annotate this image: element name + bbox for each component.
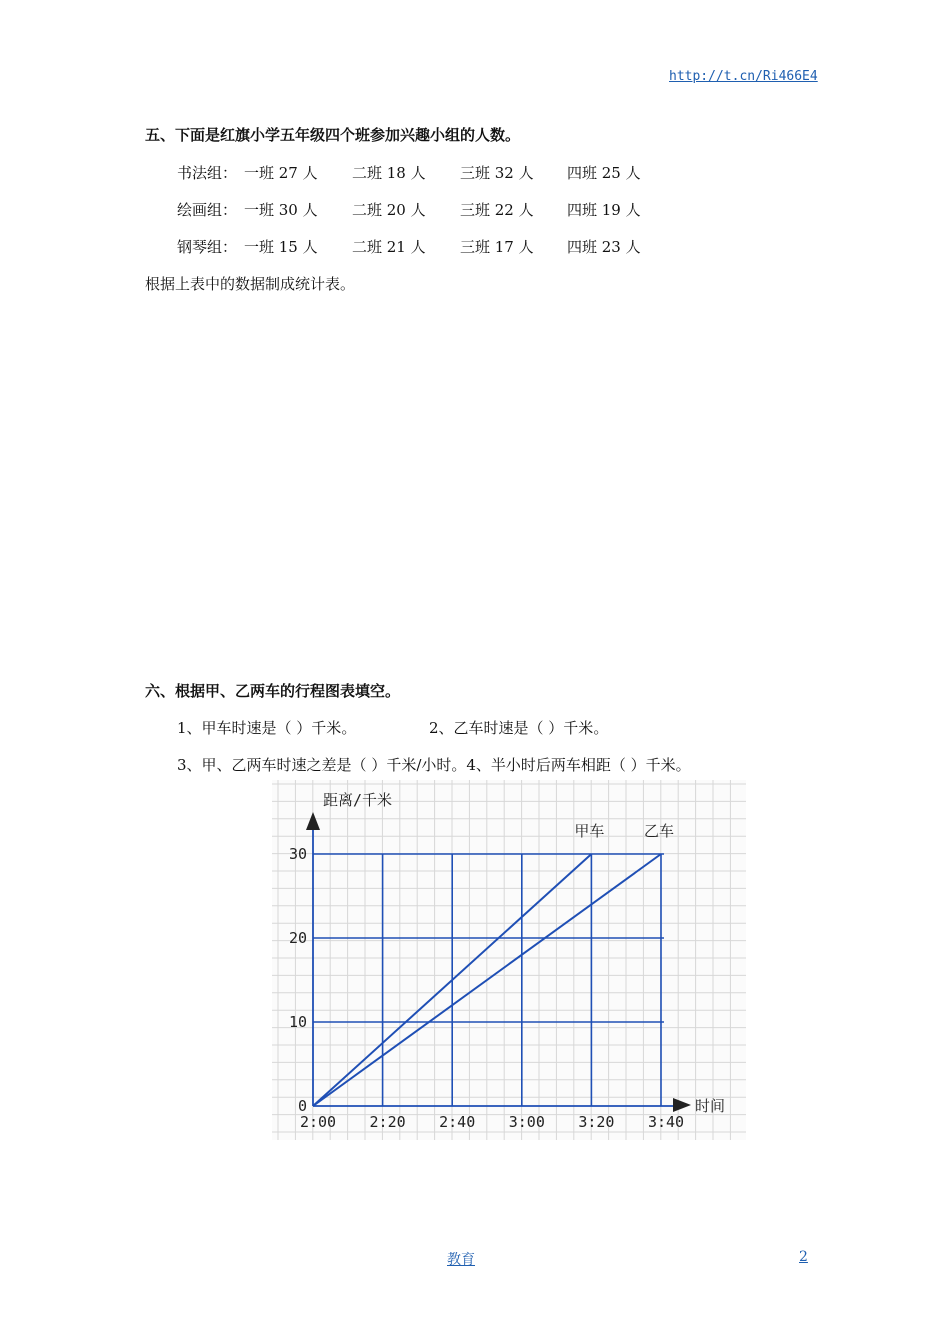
x-tick-label: 3:20 xyxy=(578,1113,615,1131)
travel-chart xyxy=(272,780,746,1140)
series-label: 甲车 xyxy=(574,822,605,840)
class-cell: 二班 21 人 xyxy=(352,238,426,256)
question-2: 2、乙车时速是（ ）千米。 xyxy=(429,719,609,737)
class-cell: 四班 23 人 xyxy=(567,238,641,256)
y-tick-label: 30 xyxy=(288,845,307,863)
group-label: 书法组： xyxy=(177,164,238,182)
class-cell: 四班 19 人 xyxy=(567,201,641,219)
question-1: 1、甲车时速是（ ）千米。 xyxy=(177,719,357,737)
class-cell: 二班 20 人 xyxy=(352,201,426,219)
y-tick-label: 20 xyxy=(288,929,307,947)
x-tick-label: 2:40 xyxy=(439,1113,476,1131)
y-axis-label: 距离/千米 xyxy=(323,791,393,809)
class-cell: 二班 18 人 xyxy=(352,164,426,182)
x-tick-label: 3:00 xyxy=(508,1113,545,1131)
class-cell: 三班 17 人 xyxy=(460,238,534,256)
x-axis-label: 时间 xyxy=(695,1097,726,1115)
header-link[interactable]: http://t.cn/Ri466E4 xyxy=(669,69,818,84)
y-tick-label: 10 xyxy=(288,1013,307,1031)
series-label: 乙车 xyxy=(643,822,675,840)
x-tick-label: 2:20 xyxy=(369,1113,406,1131)
section5-title: 五、下面是红旗小学五年级四个班参加兴趣小组的人数。 xyxy=(145,126,521,144)
x-tick-label: 2:00 xyxy=(299,1113,337,1131)
y-tick-label: 0 xyxy=(297,1097,307,1115)
footer-link[interactable]: 教育 xyxy=(447,1252,475,1268)
x-tick-label: 3:40 xyxy=(647,1113,685,1131)
group-label: 绘画组： xyxy=(177,201,238,219)
class-cell: 一班 27 人 xyxy=(244,164,318,182)
section6-title: 六、根据甲、乙两车的行程图表填空。 xyxy=(145,682,401,700)
question-3-4: 3、甲、乙两车时速之差是（ ）千米/小时。4、半小时后两车相距（ ）千米。 xyxy=(177,756,691,774)
page-number[interactable]: 2 xyxy=(799,1249,808,1265)
class-cell: 三班 22 人 xyxy=(460,201,534,219)
class-cell: 四班 25 人 xyxy=(567,164,641,182)
class-cell: 三班 32 人 xyxy=(460,164,534,182)
class-cell: 一班 30 人 xyxy=(244,201,318,219)
chart-background xyxy=(272,780,746,1140)
section5-instruction: 根据上表中的数据制成统计表。 xyxy=(145,275,356,293)
class-cell: 一班 15 人 xyxy=(244,238,318,256)
group-label: 钢琴组： xyxy=(177,238,238,256)
